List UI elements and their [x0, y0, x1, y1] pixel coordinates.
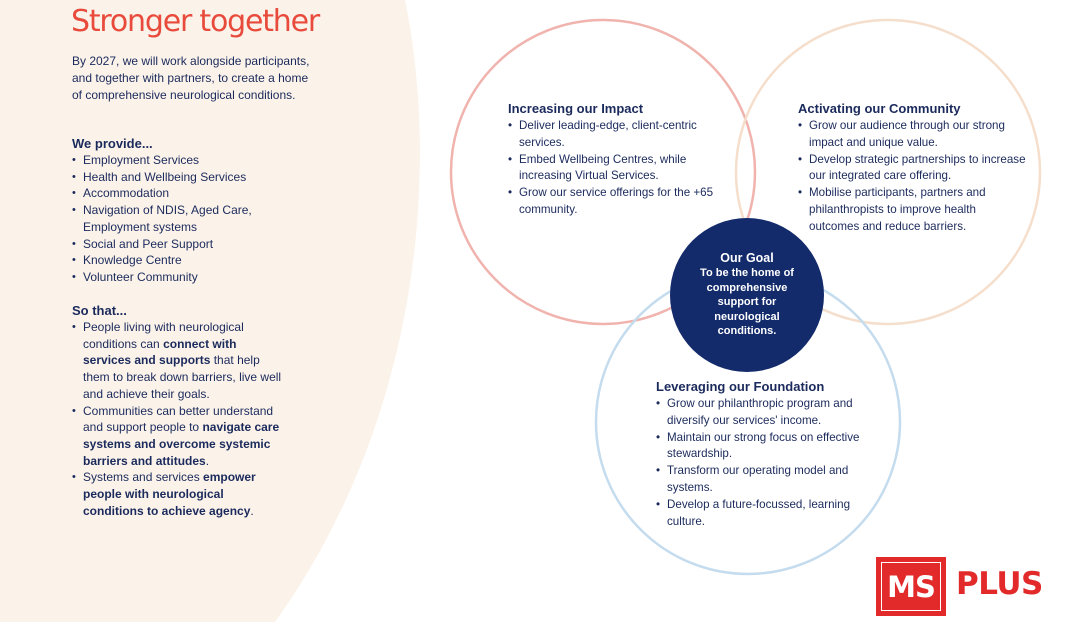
- page-title: Stronger together: [71, 4, 320, 39]
- foundation-list: [656, 396, 871, 530]
- item-emphasis: connect with services and supports: [83, 336, 237, 368]
- list-item: • Maintain our strong focus on effective stewardship.: [656, 430, 871, 464]
- list-item: • Grow our audience through our strong impact and unique value.: [798, 118, 1026, 152]
- impact-heading: Increasing our Impact: [508, 101, 644, 116]
- logo-box-text: MS: [881, 562, 941, 611]
- community-heading: Activating our Community: [798, 101, 961, 116]
- list-item: • Transform our operating model and systems.: [656, 463, 871, 497]
- list-item: • Accommodation: [72, 185, 282, 202]
- item-text: Communities can better understand and support people to: [83, 403, 274, 435]
- list-item: • Employment Services: [72, 152, 282, 169]
- impact-block: [508, 101, 723, 219]
- logo-word: PLUS: [956, 566, 1043, 602]
- list-item: • Navigation of NDIS, Aged Care, Employment systems: [72, 202, 282, 235]
- provide-heading: We provide...: [72, 136, 153, 151]
- community-list: [798, 118, 1026, 236]
- list-item: • Embed Wellbeing Centres, while increasing Virtual Services.: [508, 152, 723, 186]
- list-item: • Knowledge Centre: [72, 252, 282, 269]
- list-item: • Develop strategic partnerships to increase our integrated care offering.: [798, 152, 1026, 186]
- list-item: • Develop a future-focussed, learning culture.: [656, 497, 871, 531]
- list-item: • Health and Wellbeing Services: [72, 169, 282, 186]
- goal-heading: Our Goal: [720, 251, 774, 266]
- item-text: that help them to break down barriers, live well and achieve their goals.: [83, 353, 282, 401]
- community-block: [798, 101, 1026, 236]
- intro-text: By 2027, we will work alongside participants, and together with partners, to create a home of comprehensive neurological conditions.: [72, 54, 310, 102]
- goal-circle: [670, 218, 824, 372]
- item-text: Systems and services: [83, 470, 204, 485]
- impact-list: [508, 118, 723, 219]
- sothat-heading: So that...: [72, 303, 127, 318]
- item-emphasis: navigate care systems and overcome systemic barriers and attitudes: [83, 420, 280, 468]
- list-item: • Volunteer Community: [72, 269, 282, 286]
- foundation-block: [656, 379, 871, 530]
- list-item: • Social and Peer Support: [72, 236, 282, 253]
- item-text: People living with neurological conditions can: [83, 320, 244, 351]
- item-emphasis: empower people with neurological conditions to achieve agency: [83, 470, 256, 518]
- list-item: • Mobilise participants, partners and philanthropists to improve health outcomes and reduce barriers.: [798, 185, 1026, 235]
- foundation-heading: Leveraging our Foundation: [656, 379, 825, 394]
- list-item: • Grow our service offerings for the +65 community.: [508, 185, 723, 219]
- item-text: .: [205, 453, 210, 468]
- list-item: • Grow our philanthropic program and diversify our services' income.: [656, 396, 871, 430]
- ms-plus-logo: [876, 557, 1042, 618]
- goal-text: To be the home of comprehensive support for neurological conditions.: [700, 267, 794, 338]
- list-item: • Deliver leading-edge, client-centric services.: [508, 118, 723, 152]
- item-text: .: [250, 503, 254, 518]
- logo-box: [876, 557, 946, 616]
